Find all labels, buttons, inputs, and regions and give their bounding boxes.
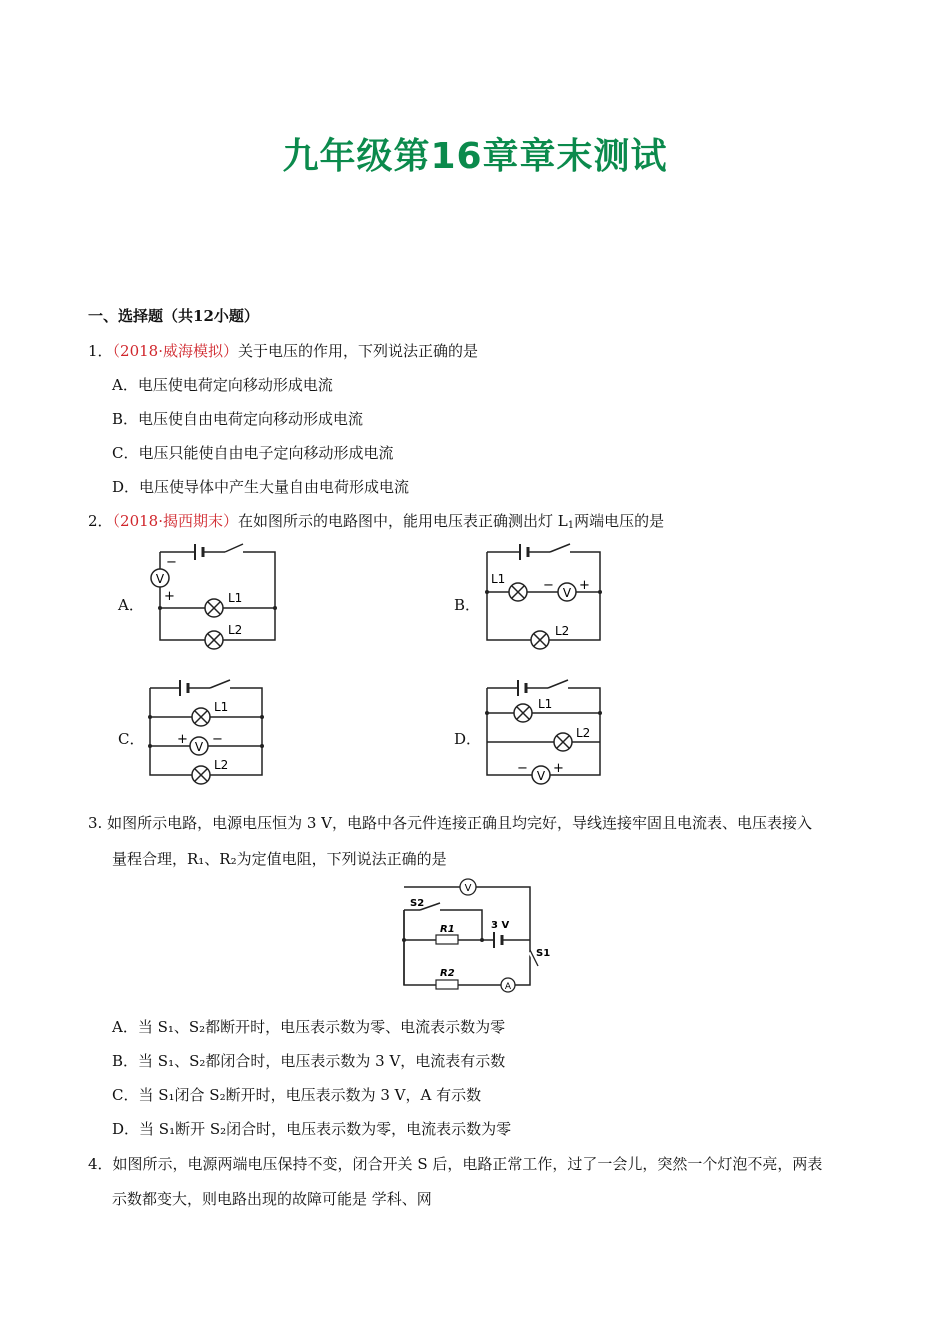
question-3-continued: 量程合理，R₁、R₂为定值电阻，下列说法正确的是 [112,850,447,868]
switch-label: S1 [536,948,551,959]
minus-sign: − [543,578,554,593]
diagram-label-c: C． [118,730,145,748]
question-number: 1． [88,342,113,360]
lamp-icon [509,583,527,601]
lamp-label: L1 [491,572,506,586]
switch-label: S2 [410,898,425,909]
resistor-label: R1 [440,924,455,935]
diagram-label-d: D． [454,730,482,748]
diagram-label-a: A． [118,596,144,614]
voltmeter-label: V [464,883,472,894]
voltage-label: 3 V [491,920,510,931]
circuit-c [150,680,262,775]
option-c: C．电压只能使自由电子定向移动形成电流 [112,444,394,462]
question-stem-end: 两端电压的是 [574,512,665,530]
page-title: 九年级第16章章末测试 [282,136,668,177]
voltmeter-label: V [155,572,165,586]
resistor-icon [436,980,458,989]
plus-sign: + [579,578,590,593]
lamp-icon [205,631,223,649]
option-a: A．当 S₁、S₂都断开时，电压表示数为零、电流表示数为零 [112,1018,506,1036]
question-source: （2018·揭西期末） [112,512,238,530]
minus-sign: − [212,732,223,747]
lamp-icon [554,733,572,751]
lamp-label: L1 [538,697,553,711]
circuit-a [160,544,275,640]
plus-sign: + [553,761,564,776]
lamp-label: L1 [214,700,229,714]
lamp-label: L2 [214,758,229,772]
voltmeter-label: V [194,740,204,754]
lamp-label: L2 [555,624,570,638]
circuit-d-parts [485,697,602,784]
voltmeter-label: V [562,586,572,600]
question-stem: 在如图所示的电路图中，能用电压表正确测出灯 L [238,512,568,530]
circuit-b-parts [485,572,602,649]
question-4-continued: 示数都变大，则电路出现的故障可能是 学科、网 [112,1190,432,1208]
ammeter-label: A [504,982,512,992]
lamp-label: L1 [228,591,243,605]
lamp-label: L2 [576,726,591,740]
question-source: （2018·威海模拟） [112,342,238,360]
minus-sign: − [166,555,177,570]
circuit-q3-parts [402,879,550,992]
resistor-label: R2 [440,968,455,979]
plus-sign: + [164,589,175,604]
lamp-icon [531,631,549,649]
section-heading: 一、选择题（共12小题） [88,307,259,325]
question-3: 3. 如图所示电路，电源电压恒为 3 V，电路中各元件连接正确且均完好，导线连接牢固且电流表、电压表接入 [88,814,812,832]
diagram-label-b: B． [454,596,481,614]
lamp-icon [514,704,532,722]
option-b: B．当 S₁、S₂都闭合时，电压表示数为 3 V，电流表有示数 [112,1052,506,1070]
lamp-label: L2 [228,623,243,637]
subscript: 1 [567,520,575,531]
option-d: D．电压使导体中产生大量自由电荷形成电流 [112,478,410,496]
question-stem: 关于电压的作用，下列说法正确的是 [238,342,479,360]
resistor-icon [436,935,458,944]
option-c: C．当 S₁闭合 S₂断开时，电压表示数为 3 V，A 有示数 [112,1086,482,1104]
question-4: 4．如图所示，电源两端电压保持不变，闭合开关 S 后，电路正常工作，过了一会儿，突然一个灯泡不亮，两表 [88,1155,823,1173]
lamp-icon [192,708,210,726]
circuit-a-parts [151,555,277,649]
plus-sign: + [177,732,188,747]
option-b: B．电压使自由电荷定向移动形成电流 [112,410,364,428]
lamp-icon [205,599,223,617]
circuit-c-parts [148,700,264,784]
lamp-icon [192,766,210,784]
minus-sign: − [517,761,528,776]
question-number: 2． [88,512,113,530]
option-a: A．电压使电荷定向移动形成电流 [112,376,333,394]
option-d: D．当 S₁断开 S₂闭合时，电压表示数为零，电流表示数为零 [112,1120,512,1138]
voltmeter-label: V [536,769,546,783]
